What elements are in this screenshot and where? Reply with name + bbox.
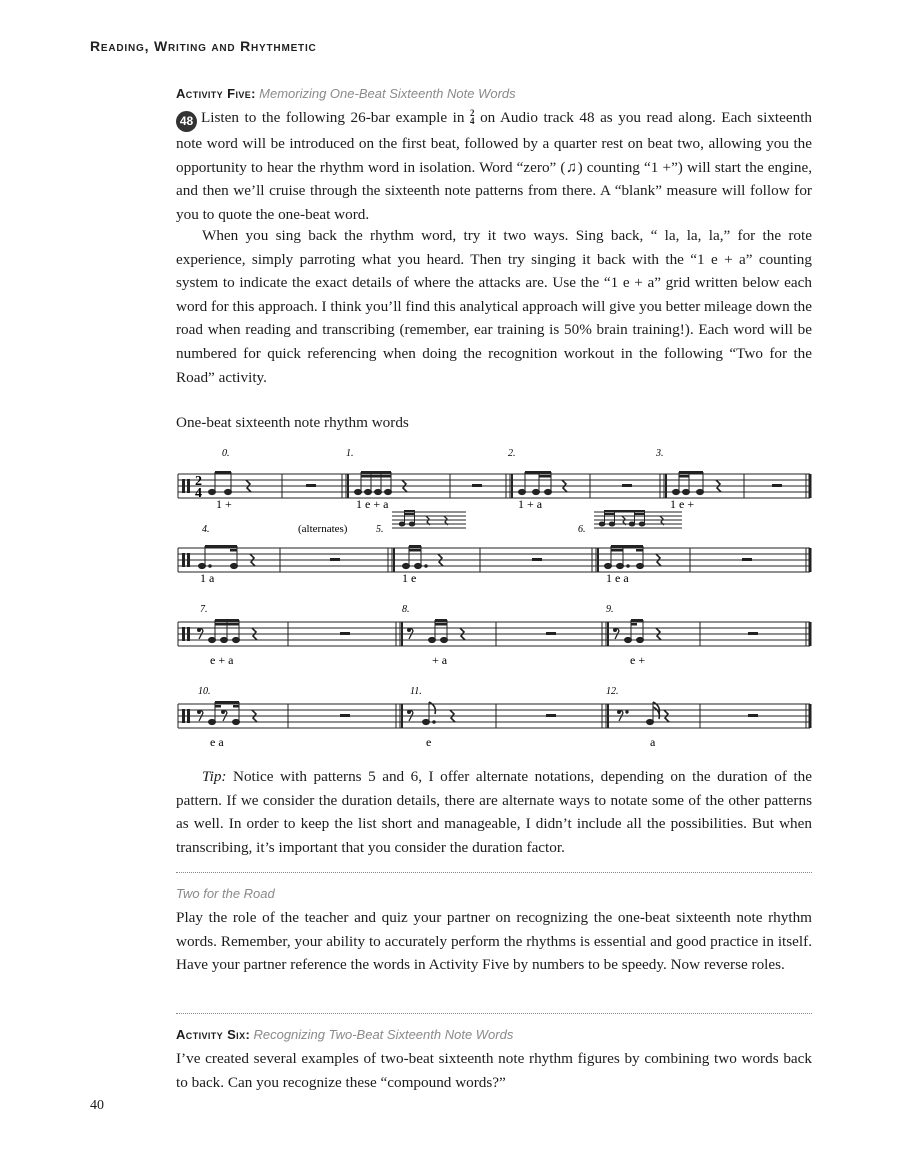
rhythm-word-0 <box>209 471 252 495</box>
audio-track-badge: 48 <box>176 111 197 132</box>
word-number: 7. <box>200 604 208 615</box>
whole-rest <box>472 484 482 487</box>
whole-rest <box>772 484 782 487</box>
rhythm-word-8 <box>408 619 466 643</box>
tip-text: Notice with patterns 5 and 6, I offer alternate notations, depending on the duration of the pattern. If we consider the duration details, there are alternate ways to notate some of the other patterns as well. In order to keep the list short and manageable, I didn’t include all the possibilities. But when transcribing, it’s important that you consider the duration factor. <box>176 768 813 856</box>
tip-paragraph <box>176 765 812 859</box>
rhythm-word-2 <box>519 471 568 495</box>
tip-label: Tip: <box>202 768 227 785</box>
activity-five-paragraph-1 <box>176 106 812 226</box>
whole-rest <box>622 484 632 487</box>
count-1: 1 e + a <box>356 497 389 508</box>
activity-five-heading <box>176 86 516 102</box>
two-for-the-road-title: Two for the Road <box>176 886 275 901</box>
whole-rest <box>546 714 556 717</box>
rhythm-word-12 <box>618 702 670 725</box>
whole-rest <box>340 714 350 717</box>
two-for-the-road-text: Play the role of the teacher and quiz your partner on recognizing the one-beat sixteenth note rhythm words. Remember, your ability to accurately perform the rhythms is essential and good practice in itself. Have your partner reference the words in Activity Five by numbers to be speedy. Now reverse roles. <box>176 909 812 974</box>
count-0: 1 + <box>216 497 232 508</box>
rhythm-word-9 <box>614 619 662 643</box>
activity-six-title: Recognizing Two-Beat Sixteenth Note Words <box>253 1027 514 1042</box>
notation-caption: One-beat sixteenth note rhythm words <box>176 414 409 431</box>
alternate-notation-6 <box>594 510 682 528</box>
time-sig-bottom: 4 <box>195 486 202 501</box>
word-number: 5. <box>376 524 384 535</box>
word-number: 10. <box>198 686 211 697</box>
rhythm-word-10 <box>198 701 258 725</box>
whole-rest <box>748 714 758 717</box>
whole-rest <box>330 558 340 561</box>
word-number: 4. <box>202 524 210 535</box>
section-divider <box>176 872 812 873</box>
rhythm-word-4 <box>199 545 256 569</box>
count-6: 1 e a <box>606 571 629 585</box>
word-number: 11. <box>410 686 422 697</box>
count-12: a <box>650 735 656 748</box>
rhythm-word-7 <box>198 619 258 643</box>
staff-row-1 <box>170 442 820 508</box>
count-10: e a <box>210 735 224 748</box>
whole-rest <box>742 558 752 561</box>
count-2: 1 + a <box>518 497 543 508</box>
word-number: 2. <box>508 448 516 459</box>
para1-part-b: on Audio track 48 as you read along. Each sixteenth note word will be introduced on the first beat, followed by a quarter rest on beat two, allowing you the opportunity to hear the rhythm word in isolation. Word “zero” ( <box>176 109 813 176</box>
activity-six-text: I’ve created several examples of two-beat sixteenth note rhythm figures by combining two words back to back. Can you recognize these “compound words?” <box>176 1050 812 1091</box>
word-number: 0. <box>222 448 230 459</box>
count-3: 1 e + <box>670 497 695 508</box>
alternates-label: (alternates) <box>298 523 348 535</box>
page-number: 40 <box>90 1098 104 1113</box>
inline-time-signature: 2 4 <box>470 108 475 126</box>
word-number: 8. <box>402 604 410 615</box>
para1-part-c: ) counting “1 +”) will start the engine, and then we’ll cruise through the sixteenth note patterns from there. A “blank” measure will follow for you to quote the one-beat word. <box>176 158 813 223</box>
rhythm-word-6 <box>605 545 662 569</box>
rhythm-word-11 <box>408 702 456 725</box>
time-sig-top: 2 <box>195 474 202 489</box>
word-number: 3. <box>656 448 664 459</box>
para1-part-a: Listen to the following 26-bar example in <box>201 109 465 126</box>
rhythm-word-5 <box>403 545 444 569</box>
whole-rest <box>748 632 758 635</box>
activity-five-paragraph-2: When you sing back the rhythm word, try it two ways. Sing back, “ la, la, la,” for the rote experience, simply parroting what you heard. Then try singing it back with the “1 e + a” counting system to indicate the exact details of where the attacks are. Use the “1 e + a” grid written below each word for this approach. I think you’ll find this analytical approach will give you better mileage down the road when reading and transcribing (remember, ear training is 50% brain training!). Each word will be numbered for quick referencing when doing the recognition workout in the following “Two for the Road” activity. <box>176 227 813 386</box>
count-9: e + <box>630 653 646 666</box>
count-5: 1 e <box>402 571 417 585</box>
count-11: e <box>426 735 432 748</box>
activity-six-heading <box>176 1027 513 1043</box>
word-number: 6. <box>578 524 586 535</box>
activity-five-label: Activity Five: <box>176 86 256 101</box>
activity-six-label: Activity Six: <box>176 1027 251 1042</box>
word-number: 9. <box>606 604 614 615</box>
count-8: + a <box>432 653 448 666</box>
count-7: e + a <box>210 653 234 666</box>
whole-rest <box>306 484 316 487</box>
activity-five-title: Memorizing One-Beat Sixteenth Note Words <box>259 86 516 101</box>
rhythm-word-3 <box>673 471 722 495</box>
word-number: 12. <box>606 686 619 697</box>
whole-rest <box>340 632 350 635</box>
whole-rest <box>546 632 556 635</box>
staff-row-4 <box>170 682 820 748</box>
running-head: Reading, Writing and Rhythmetic <box>90 38 317 54</box>
section-divider <box>176 1013 812 1014</box>
zero-word-glyph: ♫ <box>565 158 578 176</box>
count-4: 1 a <box>200 571 215 585</box>
alternate-notation-5 <box>392 510 466 528</box>
word-number: 1. <box>346 448 354 459</box>
rhythm-word-1 <box>355 471 408 495</box>
staff-row-2 <box>170 510 820 586</box>
staff-row-3 <box>170 600 820 666</box>
whole-rest <box>532 558 542 561</box>
